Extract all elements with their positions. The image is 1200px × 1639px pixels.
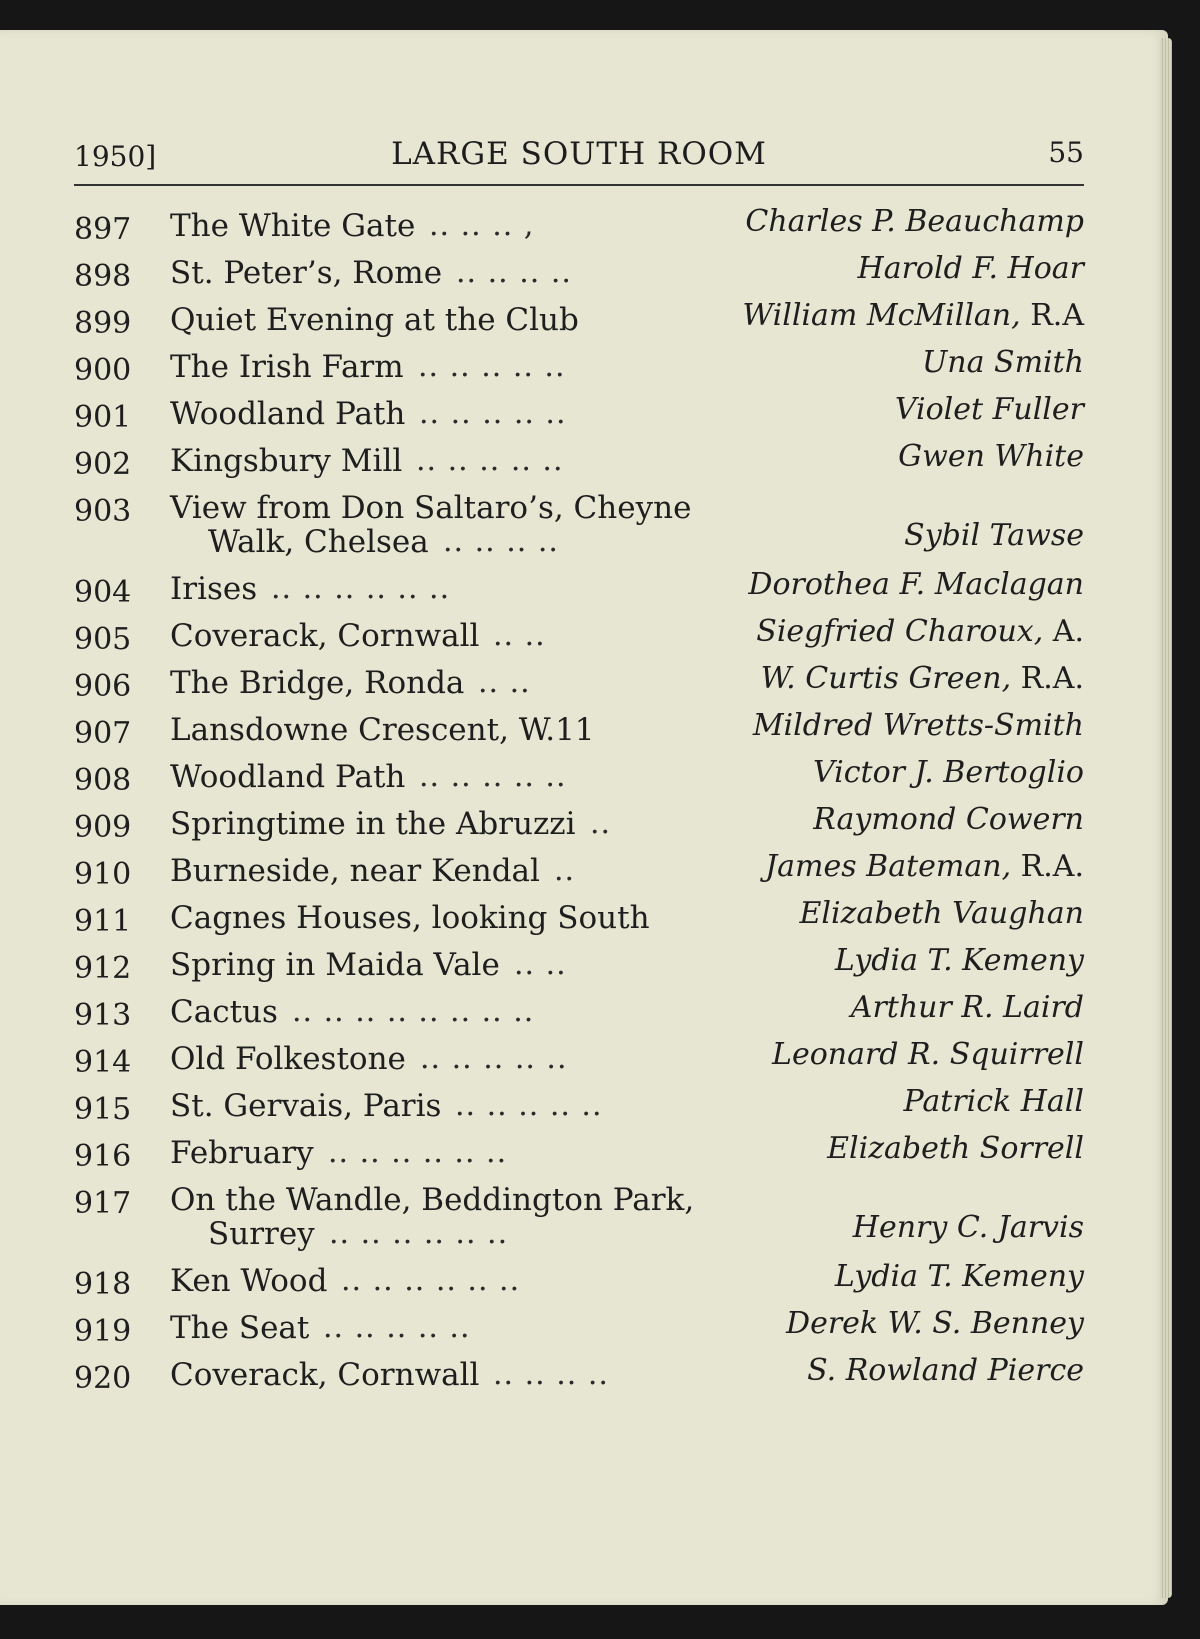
entry-artist [807,1353,1084,1388]
catalogue-entry [74,563,1084,609]
running-header [74,128,1084,186]
entry-number: 903 [74,494,132,529]
entry-number: 901 [74,400,132,435]
entry-number: 918 [74,1267,132,1302]
entry-title: February [170,1135,314,1171]
leader-dots: .. [554,853,576,888]
entry-title: Woodland Path [170,396,406,432]
leader-dots: .. .. .. .. .. [323,1310,471,1345]
leader-dots: .. .. .. .. .. [419,759,567,794]
entry-artist [786,1306,1084,1341]
entry-number: 916 [74,1139,132,1174]
artist-honours: R.A [1020,298,1084,333]
catalogue-entry [74,1127,1084,1173]
artist-name: Siegfried Charoux, [756,614,1044,649]
entry-title: Ken Wood [170,1263,328,1299]
leader-dots: .. .. .. .. [443,524,559,559]
entry-title: Lansdowne Crescent, W.11 [170,712,595,748]
catalogue-entry [74,986,1084,1032]
artist-name: William McMillan, [742,298,1021,333]
artist-name: S. Rowland Pierce [807,1353,1084,1388]
entry-artist [858,251,1084,286]
artist-name: Patrick Hall [903,1084,1084,1119]
leader-dots: .. .. .. , [429,208,535,243]
artist-honours: R.A. [1011,661,1084,696]
entry-title: Cagnes Houses, looking South [170,900,650,936]
entry-number: 919 [74,1314,132,1349]
entry-artist [761,661,1084,696]
entry-title: Springtime in the Abruzzi [170,806,576,842]
entry-number: 897 [74,212,132,247]
entry-number: 899 [74,306,132,341]
catalogue-entry [74,388,1084,434]
entry-artist [922,345,1084,380]
leader-dots: .. .. .. .. .. [419,396,567,431]
catalogue-entry [74,798,1084,844]
entry-artist [745,204,1084,239]
entry-number: 909 [74,810,132,845]
catalogue-entry [74,1033,1084,1079]
entry-title: Coverack, Cornwall [170,618,480,654]
leader-dots: .. [590,806,612,841]
entry-number: 917 [74,1186,132,1221]
entry-number: 911 [74,904,132,939]
artist-name: Dorothea F. Maclagan [748,567,1084,602]
entry-artist [772,1037,1084,1072]
entry-title: St. Gervais, Paris [170,1088,442,1124]
entry-title: Kingsbury Mill [170,443,403,479]
leader-dots: .. .. .. .. .. .. [271,571,451,606]
artist-name: Harold F. Hoar [857,251,1084,286]
entry-artist [756,614,1084,649]
entry-title: The White Gate [170,208,416,244]
catalogue-entry [74,1302,1084,1348]
catalogue-entry [74,610,1084,656]
entry-number: 898 [74,259,132,294]
entry-artist [799,896,1084,931]
artist-honours: R.A. [1011,849,1084,884]
artist-name: Leonard R. Squirrell [772,1037,1084,1072]
entry-artist [753,708,1084,743]
leader-dots: .. .. .. .. .. [420,1041,568,1076]
artist-name: Lydia T. Kemeny [834,943,1084,978]
artist-name: Elizabeth Sorrell [827,1131,1084,1166]
artist-honours: A. [1043,614,1084,649]
catalogue-entry [74,751,1084,797]
artist-name: Lydia T. Kemeny [834,1259,1084,1294]
artist-name: Sybil Tawse [904,518,1084,553]
artist-name: W. Curtis Green, [760,661,1012,696]
leader-dots: .. .. [514,947,567,982]
leader-dots: .. .. .. .. .. .. [328,1135,508,1170]
entry-number: 904 [74,575,132,610]
artist-name: Raymond Cowern [813,802,1084,837]
entry-title: The Irish Farm [170,349,404,385]
leader-dots: .. .. .. .. .. [418,349,566,384]
catalogue-entry [74,892,1084,938]
header-room-title: LARGE SOUTH ROOM [391,136,767,172]
catalogue-entry [74,1174,1084,1252]
catalogue-entry [74,657,1084,703]
entry-title: Irises [170,571,258,607]
entry-title: St. Peter’s, Rome [170,255,443,291]
leader-dots: .. .. .. .. .. [455,1088,603,1123]
entry-number: 913 [74,998,132,1033]
entry-title-continued: Walk, Chelsea [208,524,429,560]
catalogue-entry [74,1349,1084,1395]
entry-artist [851,990,1084,1025]
entry-artist [853,1210,1084,1245]
entry-title-continued: Surrey [208,1216,315,1252]
catalogue-entry [74,939,1084,985]
entry-artist [904,518,1084,553]
entry-artist [827,1131,1084,1166]
leader-dots: .. .. .. .. .. .. .. .. [292,994,535,1029]
entry-artist [835,943,1084,978]
catalogue-entry [74,1080,1084,1126]
catalogue-entry [74,435,1084,481]
artist-name: Gwen White [898,439,1084,474]
entry-artist [895,392,1084,427]
catalogue-entry [74,200,1084,246]
leader-dots: .. .. .. .. [456,255,572,290]
entry-artist [835,1259,1084,1294]
page-edge [1160,38,1172,1598]
entry-title: Woodland Path [170,759,406,795]
page-number: 55 [1048,136,1084,169]
leader-dots: .. .. .. .. [493,1357,609,1392]
entry-number: 914 [74,1045,132,1080]
artist-name: Derek W. S. Benney [786,1306,1084,1341]
entry-artist [813,802,1084,837]
leader-dots: .. .. [493,618,546,653]
entry-title: The Seat [170,1310,310,1346]
entry-artist [765,849,1084,884]
entry-title: On the Wandle, Beddington Park, [170,1182,695,1218]
artist-name: James Bateman, [765,849,1012,884]
artist-name: Una Smith [922,345,1084,380]
artist-name: Elizabeth Vaughan [799,896,1084,931]
entry-title: Quiet Evening at the Club [170,302,579,338]
entry-number: 908 [74,763,132,798]
artist-name: Henry C. Jarvis [852,1210,1084,1245]
catalogue-entry [74,1255,1084,1301]
entry-number: 902 [74,447,132,482]
entry-number: 912 [74,951,132,986]
entry-title: Cactus [170,994,278,1030]
leader-dots: .. .. .. .. .. [416,443,564,478]
entry-number: 900 [74,353,132,388]
leader-dots: .. .. .. .. .. .. [329,1216,509,1251]
entry-artist [748,567,1084,602]
artist-name: Charles P. Beauchamp [745,204,1084,239]
entry-number: 920 [74,1361,132,1396]
artist-name: Mildred Wretts-Smith [752,708,1084,743]
artist-name: Victor J. Bertoglio [812,755,1084,790]
leader-dots: .. .. [478,665,531,700]
catalogue-entry [74,704,1084,750]
entry-title: The Bridge, Ronda [170,665,465,701]
catalogue-entry [74,482,1084,560]
entry-title: Old Folkestone [170,1041,406,1077]
entry-artist [813,755,1084,790]
header-year: 1950] [74,140,157,173]
catalogue-entry [74,341,1084,387]
entry-number: 910 [74,857,132,892]
entry-number: 905 [74,622,132,657]
entry-artist [742,298,1084,333]
entry-artist [898,439,1084,474]
leader-dots: .. .. .. .. .. .. [341,1263,521,1298]
entry-title: View from Don Saltaro’s, Cheyne [170,490,692,526]
artist-name: Violet Fuller [894,392,1084,427]
artist-name: Arthur R. Laird [850,990,1084,1025]
entry-number: 915 [74,1092,132,1127]
catalogue-entry [74,845,1084,891]
entry-title: Spring in Maida Vale [170,947,500,983]
entry-number: 907 [74,716,132,751]
entry-title: Burneside, near Kendal [170,853,540,889]
entry-number: 906 [74,669,132,704]
catalogue-entry [74,247,1084,293]
catalogue-entry [74,294,1084,340]
entry-artist [904,1084,1084,1119]
entry-title: Coverack, Cornwall [170,1357,480,1393]
